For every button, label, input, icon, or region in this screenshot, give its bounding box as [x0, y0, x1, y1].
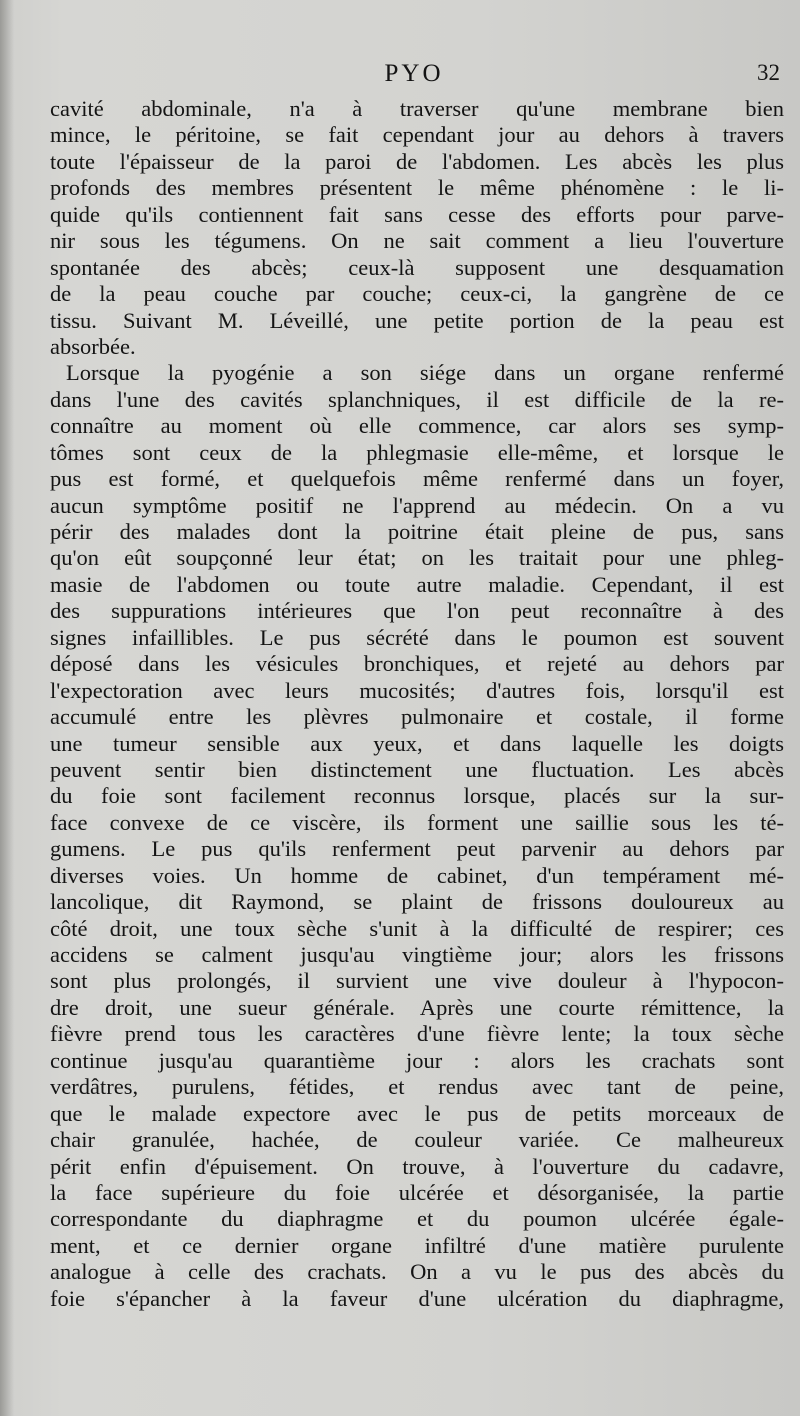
- text-line: ment, et ce dernier organe infiltré d'une matière purulente: [50, 1232, 784, 1258]
- text-line: dans l'une des cavités splanchniques, il est difficile de la re-: [50, 386, 784, 412]
- text-line: continue jusqu'au quarantième jour : alors les crachats sont: [50, 1047, 784, 1073]
- text-line: sont plus prolongés, il survient une vive douleur à l'hypocon-: [50, 968, 784, 994]
- text-line: du foie sont facilement reconnus lorsque, placés sur la sur-: [50, 783, 784, 809]
- text-line: pus est formé, et quelquefois même renfermé dans un foyer,: [50, 466, 784, 492]
- text-line: côté droit, une toux sèche s'unit à la difficulté de respirer; ces: [50, 915, 784, 941]
- body-text: [50, 96, 784, 1312]
- text-line: tômes sont ceux de la phlegmasie elle-même, et lorsque le: [50, 439, 784, 465]
- text-line: spontanée des abcès; ceux-là supposent une desquamation: [50, 254, 784, 280]
- text-line: absorbée.: [50, 333, 136, 359]
- text-line: analogue à celle des crachats. On a vu le pus des abcès du: [50, 1259, 784, 1285]
- text-line: lancolique, dit Raymond, se plaint de frissons douloureux au: [50, 889, 784, 915]
- text-line: quide qu'ils contiennent fait sans cesse des efforts pour parve-: [50, 201, 784, 227]
- binding-gutter-shadow: [0, 0, 14, 1416]
- text-line: mince, le péritoine, se fait cependant jour au dehors à travers: [50, 122, 784, 148]
- text-line: des suppurations intérieures que l'on peut reconnaître à des: [50, 598, 784, 624]
- text-line: que le malade expectore avec le pus de petits morceaux de: [50, 1100, 784, 1126]
- text-line: cavité abdominale, n'a à traverser qu'une membrane bien: [50, 96, 784, 121]
- text-line: périr des malades dont la poitrine était pleine de pus, sans: [50, 519, 784, 544]
- text-line: accumulé entre les plèvres pulmonaire et costale, il forme: [50, 704, 784, 730]
- text-line: toute l'épaisseur de la paroi de l'abdomen. Les abcès les plus: [50, 148, 784, 174]
- text-line: peuvent sentir bien distinctement une fluctuation. Les abcès: [50, 756, 784, 782]
- text-line: profonds des membres présentent le même phénomène : le li-: [50, 175, 784, 201]
- text-line: masie de l'abdomen ou toute autre maladie. Cependant, il est: [50, 571, 784, 597]
- text-line: accidens se calment jusqu'au vingtième jour; alors les frissons: [50, 942, 784, 967]
- text-line: périt enfin d'épuisement. On trouve, à l'ouverture du cadavre,: [50, 1153, 784, 1179]
- text-line: nir sous les tégumens. On ne sait comment a lieu l'ouverture: [50, 228, 784, 254]
- running-head: [48, 60, 780, 94]
- text-line: l'expectoration avec leurs mucosités; d'autres fois, lorsqu'il est: [50, 677, 784, 703]
- text-line: déposé dans les vésicules bronchiques, et rejeté au dehors par: [50, 651, 784, 677]
- text-line: foie s'épancher à la faveur d'une ulcération du diaphragme,: [50, 1285, 784, 1311]
- text-line: qu'on eût soupçonné leur état; on les traitait pour une phleg-: [50, 545, 784, 571]
- text-line: correspondante du diaphragme et du poumon ulcérée égale-: [50, 1206, 784, 1232]
- text-line: fièvre prend tous les caractères d'une fièvre lente; la toux sèche: [50, 1021, 784, 1047]
- text-line: la face supérieure du foie ulcérée et désorganisée, la partie: [50, 1179, 784, 1205]
- paragraph-first-line: Lorsque la pyogénie a son siége dans un organe renfermé: [66, 360, 784, 386]
- text-line: de la peau couche par couche; ceux-ci, la gangrène de ce: [50, 281, 784, 307]
- text-line: une tumeur sensible aux yeux, et dans laquelle les doigts: [50, 730, 784, 756]
- text-line: gumens. Le pus qu'ils renferment peut parvenir au dehors par: [50, 836, 784, 862]
- text-line: tissu. Suivant M. Léveillé, une petite portion de la peau est: [50, 307, 784, 333]
- running-title: PYO: [384, 60, 444, 87]
- text-line: face convexe de ce viscère, ils forment une saillie sous les té-: [50, 809, 784, 835]
- text-line: verdâtres, purulens, fétides, et rendus avec tant de peine,: [50, 1074, 784, 1100]
- text-line: chair granulée, hachée, de couleur variée. Ce malheureux: [50, 1127, 784, 1153]
- text-line: connaître au moment où elle commence, car alors ses symp-: [50, 413, 784, 439]
- text-line: aucun symptôme positif ne l'apprend au médecin. On a vu: [50, 492, 784, 518]
- text-line: signes infaillibles. Le pus sécrété dans le poumon est souvent: [50, 624, 784, 650]
- text-line: dre droit, une sueur générale. Après une courte rémittence, la: [50, 994, 784, 1020]
- text-line: diverses voies. Un homme de cabinet, d'un tempérament mé-: [50, 862, 784, 888]
- page-number: 32: [757, 60, 780, 85]
